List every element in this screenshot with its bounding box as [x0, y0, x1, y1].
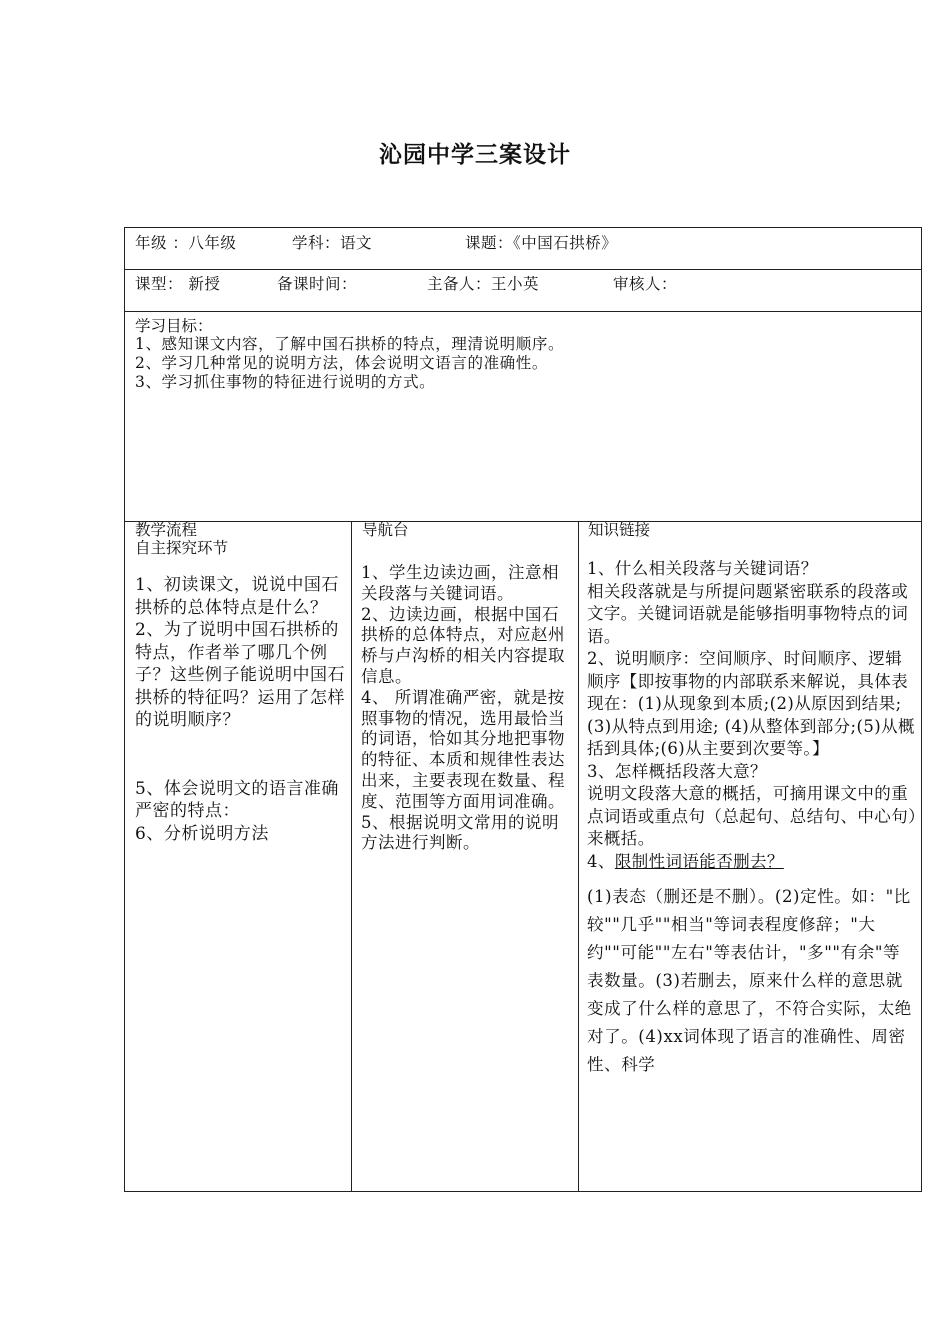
grade-label: 年级 ：八年级 — [135, 234, 237, 252]
column-divider — [578, 521, 579, 1191]
col-header-nav: 导航台 — [362, 521, 409, 539]
col-header-knowledge: 知识链接 — [588, 521, 651, 539]
nav-item: 1、学生边读边画，注意相关段落与关键词语。 — [361, 563, 559, 603]
objectives-block — [135, 318, 915, 392]
knowledge-question: 3、怎样概括段落大意？ — [587, 761, 767, 781]
objective-item: 2、学习几种常见的说明方法，体会说明文语言的准确性。 — [135, 354, 548, 372]
nav-column — [361, 563, 573, 854]
topic-label: 课题：《中国石拱桥》 — [465, 234, 618, 252]
knowledge-column — [587, 558, 917, 1079]
objective-item: 3、学习抓住事物的特征进行说明的方式。 — [135, 373, 436, 391]
knowledge-question — [587, 851, 917, 874]
page-title: 沁园中学三案设计 — [379, 141, 571, 168]
lesson-type-label: 课型： 新授 — [135, 275, 221, 293]
knowledge-number: 4、 — [587, 851, 615, 871]
nav-item: 4、 所谓准确严密，就是按照事物的情况，选用最恰当的词语，恰如其分地把事物的特征、本质和规律性表达出来，主要表现在数量、程度、范围等方面用词准确。 — [361, 687, 565, 811]
col-header-flow: 教学流程 — [135, 521, 198, 539]
prep-time-label: 备课时间： — [277, 275, 358, 293]
subject-label: 学科：语文 — [292, 234, 373, 252]
row-divider — [125, 311, 921, 312]
flow-column — [135, 540, 347, 845]
preparer-label: 主备人：王小英 — [427, 275, 540, 293]
lesson-plan-table — [124, 227, 922, 1192]
flow-section-title: 自主探究环节 — [135, 539, 229, 557]
knowledge-answer: (1)表态（删还是不删）。(2)定性。如："比较""几乎""相当"等词表程度修辞；"大约""可能""左右"等表估计，"多""有余"等表数量。(3)若删去，原来什么样的意思就变成了什么样的意思了，不符合实际，太绝对了。(4)xx词体现了语言的准确性、周密性、科学 — [587, 887, 912, 1074]
knowledge-item: 2、说明顺序：空间顺序、时间顺序、逻辑顺序【即按事物的内部联系来解说，具体表现在：(1)从现象到本质;(2)从原因到结果;(3)从特点到用途; (4)从整体到部分;(5)从概括到具体;(6)从主要到次要等。】 — [587, 649, 915, 758]
flow-question: 2、为了说明中国石拱桥的特点，作者举了哪几个例子？这些例子能说明中国石拱桥的特征吗？运用了怎样的说明顺序？ — [135, 620, 345, 730]
knowledge-answer: 说明文段落大意的概括，可摘用课文中的重点词语或重点句（总起句、总结句、中心句）来概括。 — [587, 784, 917, 848]
reviewer-label: 审核人： — [613, 275, 678, 293]
objectives-heading: 学习目标： — [135, 317, 213, 335]
flow-question: 1、初读课文，说说中国石拱桥的总体特点是什么？ — [135, 575, 339, 618]
row-divider — [125, 521, 921, 522]
column-divider — [351, 521, 352, 1191]
knowledge-question: 1、什么相关段落与关键词语？ — [587, 559, 818, 578]
knowledge-question-underlined: 限制性词语能否删去？ — [614, 851, 784, 871]
flow-question: 6、分析说明方法 — [135, 823, 269, 844]
knowledge-answer: 相关段落就是与所提问题紧密联系的段落或文字。关键词语就是能够指明事物特点的词语。 — [587, 581, 909, 646]
nav-item: 2、边读边画，根据中国石拱桥的总体特点，对应赵州桥与卢沟桥的相关内容提取信息。 — [361, 604, 565, 686]
row-divider — [125, 269, 921, 270]
flow-question: 5、体会说明文的语言准确严密的特点： — [135, 778, 339, 821]
nav-item: 5、根据说明文常用的说明方法进行判断。 — [361, 812, 559, 853]
objective-item: 1、感知课文内容，了解中国石拱桥的特点，理清说明顺序。 — [135, 335, 565, 353]
